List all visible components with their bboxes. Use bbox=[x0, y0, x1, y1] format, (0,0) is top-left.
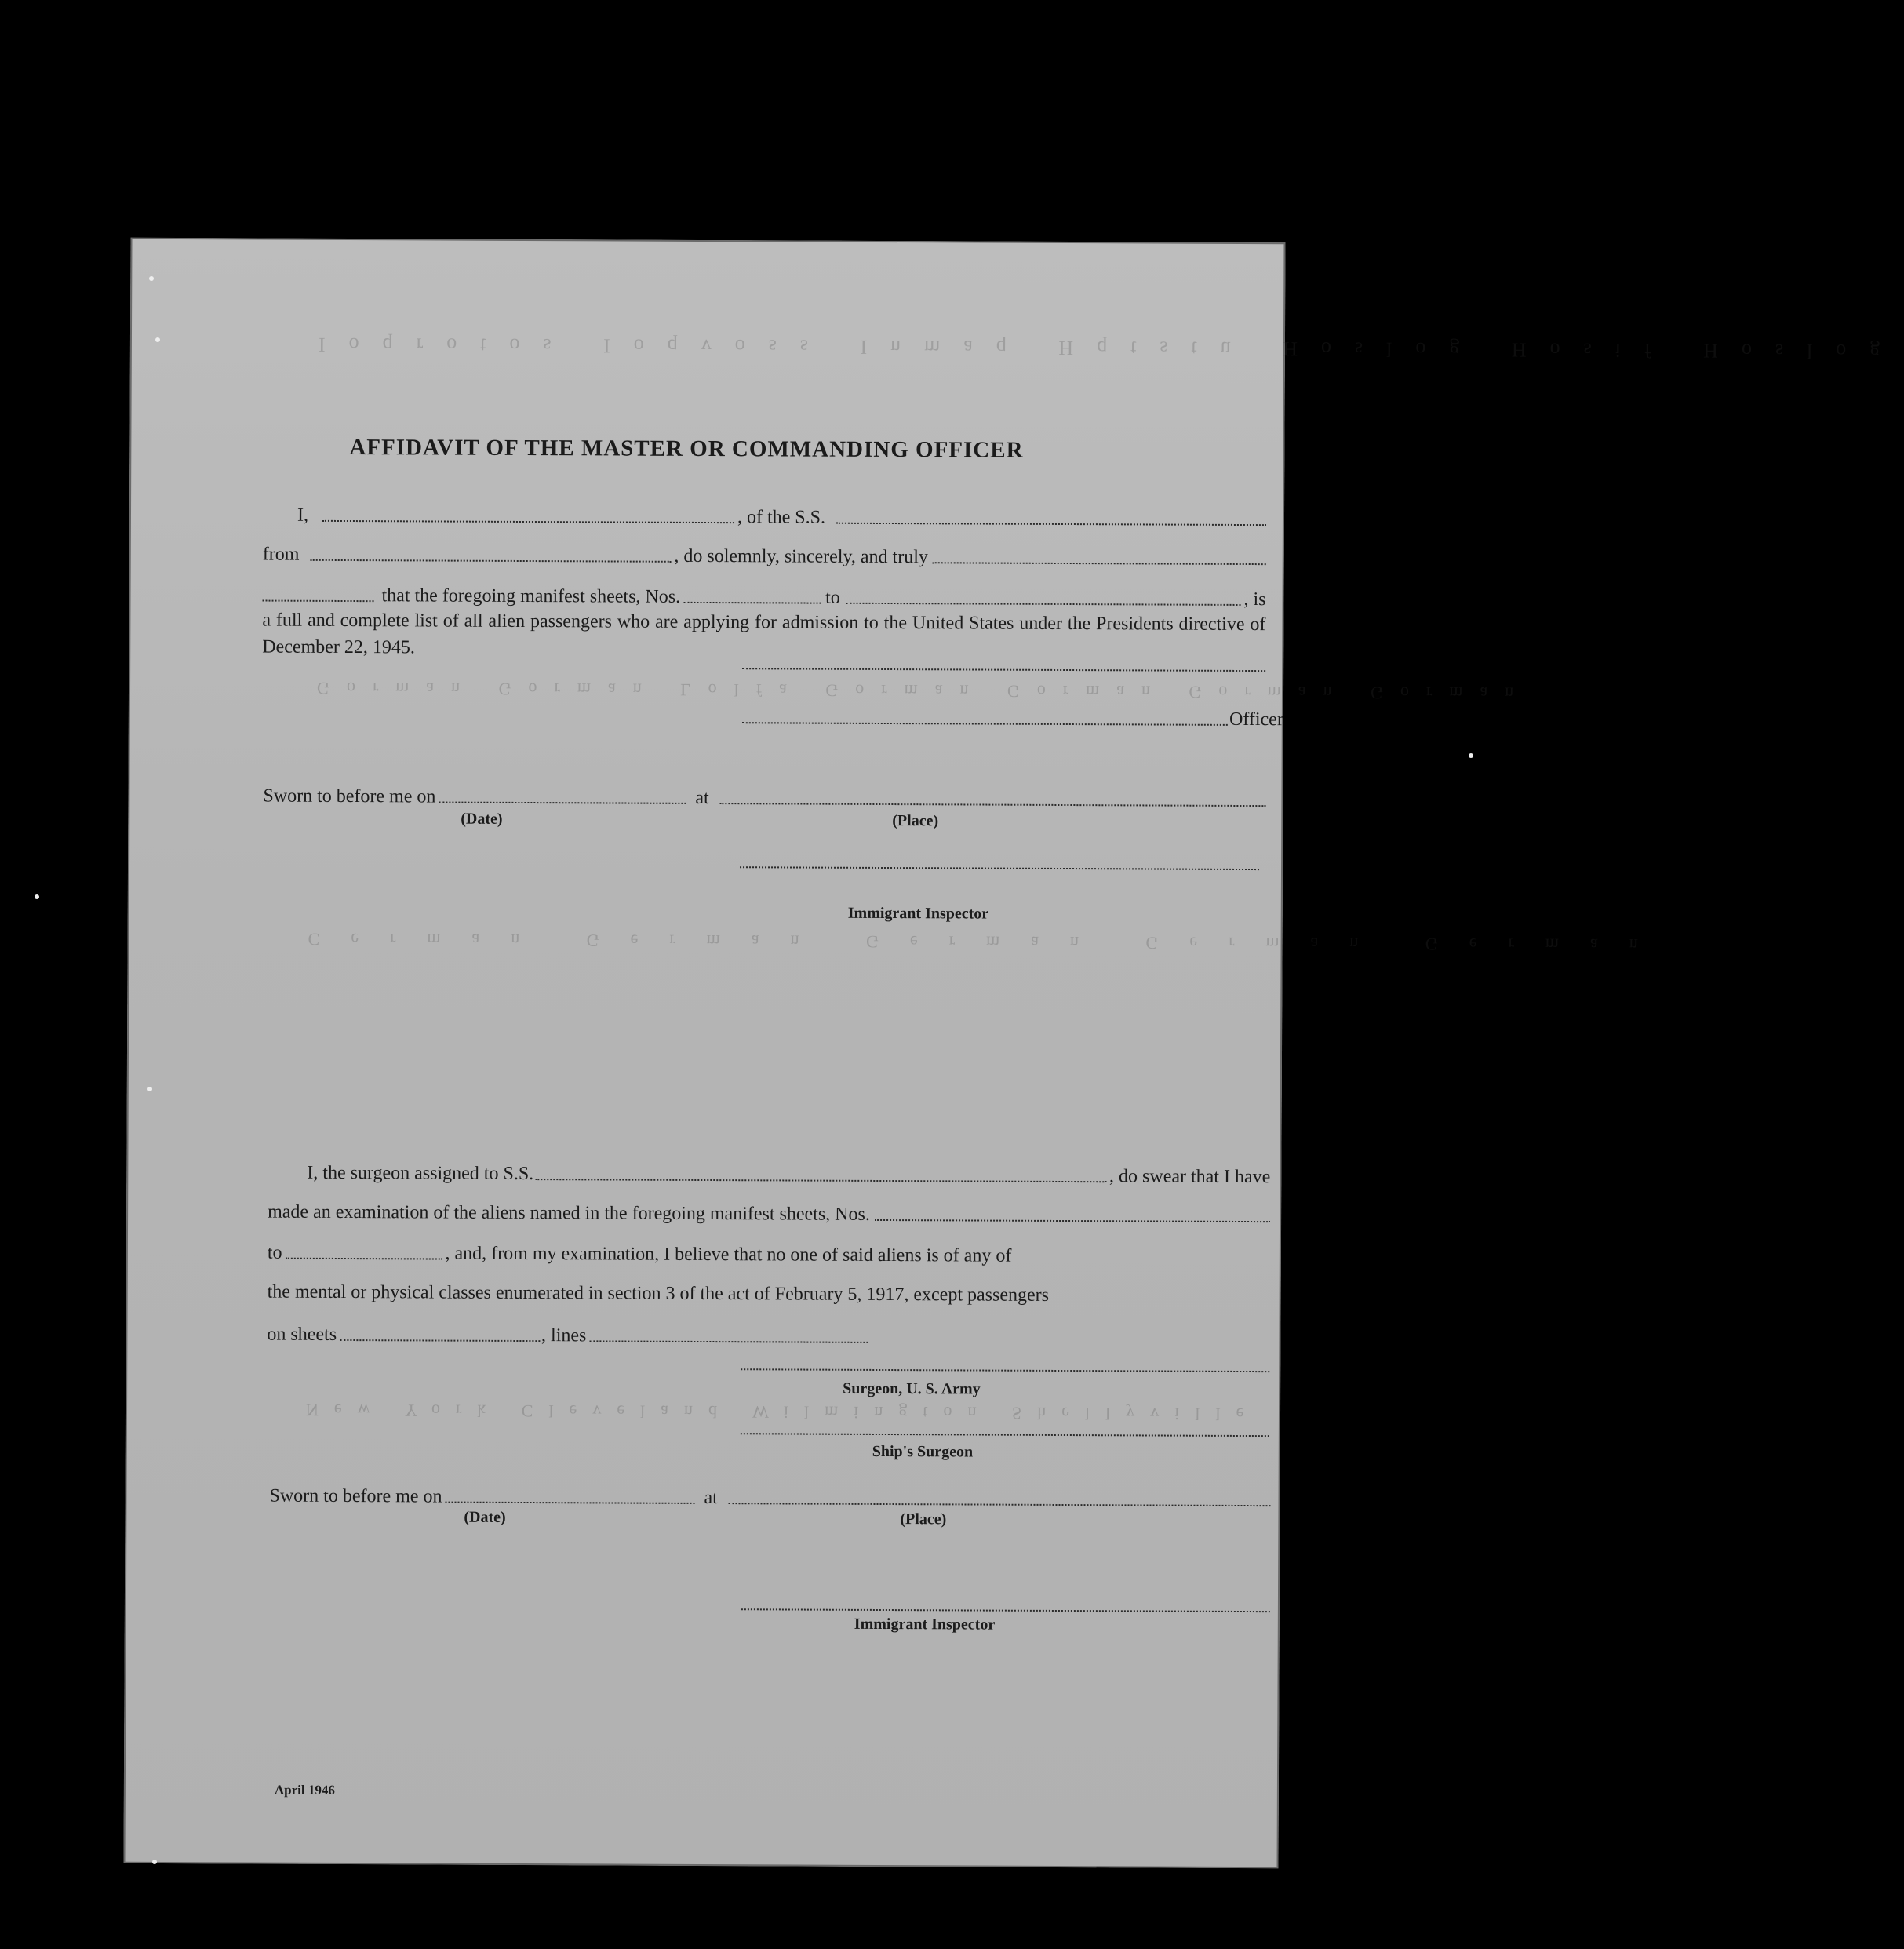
army-surgeon-label: Surgeon, U. S. Army bbox=[843, 1379, 981, 1398]
margin-speck bbox=[1469, 753, 1473, 758]
except-lines-field[interactable] bbox=[589, 1340, 868, 1343]
surgeon-sheets-to-field[interactable] bbox=[286, 1258, 442, 1260]
bleed-through-text: Cerman German German German German bbox=[308, 929, 1669, 956]
master-signature-field[interactable] bbox=[742, 668, 1265, 672]
surgeon-sworn-date-field[interactable] bbox=[445, 1502, 694, 1504]
place-caption: (Place) bbox=[892, 812, 939, 830]
oath-continued-field[interactable] bbox=[263, 600, 374, 603]
on-sheets-label: on sheets bbox=[267, 1324, 337, 1345]
swear-label: , do swear that I have bbox=[1109, 1166, 1271, 1188]
master-signature-line bbox=[742, 668, 1265, 676]
surgeon-sworn-line bbox=[269, 1486, 1270, 1512]
margin-speck bbox=[147, 1087, 152, 1091]
surgeon-place-caption: (Place) bbox=[900, 1510, 947, 1528]
margin-speck bbox=[35, 894, 39, 899]
at-label: at bbox=[695, 787, 709, 809]
surgeon-line-4 bbox=[268, 1282, 1270, 1308]
belief-label: , and, from my examination, I believe that no one of said aliens is of any of bbox=[445, 1243, 1012, 1266]
inspector-label: Immigrant Inspector bbox=[847, 904, 989, 923]
surgeon-line-1 bbox=[307, 1163, 1270, 1188]
ship-surgeon-label: Ship's Surgeon bbox=[872, 1442, 974, 1461]
army-surgeon-line bbox=[741, 1368, 1269, 1377]
except-sheets-field[interactable] bbox=[340, 1339, 540, 1342]
sworn-date-field[interactable] bbox=[439, 802, 686, 804]
sheets-to-field[interactable] bbox=[846, 603, 1241, 606]
bleed-through-text: Gorman Gorman Lolfa Gorman Gorman Gorman Gorman bbox=[316, 678, 1531, 704]
lines-label: , lines bbox=[541, 1325, 587, 1346]
of-ss-label: , of the S.S. bbox=[737, 507, 826, 528]
surgeon-sheets-from-field[interactable] bbox=[875, 1219, 1270, 1222]
ship-surgeon-line bbox=[741, 1433, 1269, 1441]
surgeon-inspector-signature-field[interactable] bbox=[741, 1608, 1270, 1612]
master-line-3 bbox=[262, 585, 1265, 611]
surgeon-line-5 bbox=[267, 1324, 868, 1348]
surgeon-at-label: at bbox=[704, 1488, 718, 1509]
surgeon-line-3 bbox=[268, 1243, 1270, 1269]
surgeon-to-label: to bbox=[267, 1242, 282, 1263]
margin-speck bbox=[155, 337, 160, 342]
surgeon-intro: I, the surgeon assigned to S.S. bbox=[307, 1162, 534, 1185]
officer-line bbox=[742, 707, 1283, 730]
master-name-field[interactable] bbox=[322, 520, 734, 523]
from-label: from bbox=[262, 544, 300, 565]
margin-speck bbox=[149, 276, 154, 281]
master-inspector-line bbox=[740, 866, 1259, 875]
oath-field[interactable] bbox=[933, 562, 1266, 565]
surgeon-sworn-place-field[interactable] bbox=[729, 1503, 1271, 1506]
classes-label: the mental or physical classes enumerated in section 3 of the act of February 5, 1917, except passengers bbox=[267, 1281, 1050, 1306]
surgeon-inspector-label: Immigrant Inspector bbox=[854, 1615, 996, 1634]
to-label: to bbox=[825, 587, 840, 608]
sheets-from-field[interactable] bbox=[683, 602, 821, 604]
officer-label: Officer bbox=[1229, 709, 1283, 730]
inspector-signature-field[interactable] bbox=[740, 866, 1259, 870]
bleed-through-text: Ioqrotos Ioqvoss Inmaq Hqtstu Hoslog Hosif Hoslog bbox=[318, 333, 1904, 363]
surgeon-line-2 bbox=[268, 1202, 1270, 1228]
form-title: AFFIDAVIT OF THE MASTER OR COMMANDING OFFICER bbox=[349, 435, 1024, 463]
port-from-field[interactable] bbox=[310, 559, 671, 563]
sworn-label: Sworn to before me on bbox=[263, 785, 436, 807]
ship-surgeon-signature-field[interactable] bbox=[741, 1433, 1269, 1437]
solemnly-label: , do solemnly, sincerely, and truly bbox=[674, 545, 928, 568]
surgeon-date-caption: (Date) bbox=[464, 1508, 506, 1526]
master-line-1 bbox=[297, 505, 1266, 530]
officer-signature-field[interactable] bbox=[742, 722, 1228, 726]
form-page bbox=[123, 238, 1904, 1868]
surgeon-sworn-label: Sworn to before me on bbox=[269, 1485, 442, 1507]
manifest-sheets-label: that the foregoing manifest sheets, Nos. bbox=[381, 585, 681, 607]
footer-date: April 1946 bbox=[274, 1782, 335, 1798]
ship-name-field[interactable] bbox=[836, 523, 1266, 526]
surgeon-ship-field[interactable] bbox=[535, 1179, 1106, 1182]
master-paragraph: a full and complete list of all alien passengers who are applying for admission to the United States under the Presidents directive of December 22, 1945. bbox=[262, 610, 1266, 658]
surgeon-inspector-line bbox=[741, 1608, 1270, 1617]
master-line-2 bbox=[263, 545, 1266, 570]
sworn-place-field[interactable] bbox=[720, 803, 1266, 807]
master-sworn-line bbox=[263, 786, 1265, 812]
bleed-through-text: New York Cleveland Wilmington Shellyville bbox=[305, 1400, 1260, 1425]
date-caption: (Date) bbox=[461, 810, 503, 828]
is-label: , is bbox=[1243, 588, 1266, 610]
examination-label: made an examination of the aliens named in the foregoing manifest sheets, Nos. bbox=[268, 1201, 870, 1225]
margin-speck bbox=[152, 1860, 157, 1864]
army-surgeon-signature-field[interactable] bbox=[741, 1368, 1269, 1372]
i-label: I, bbox=[297, 505, 309, 526]
